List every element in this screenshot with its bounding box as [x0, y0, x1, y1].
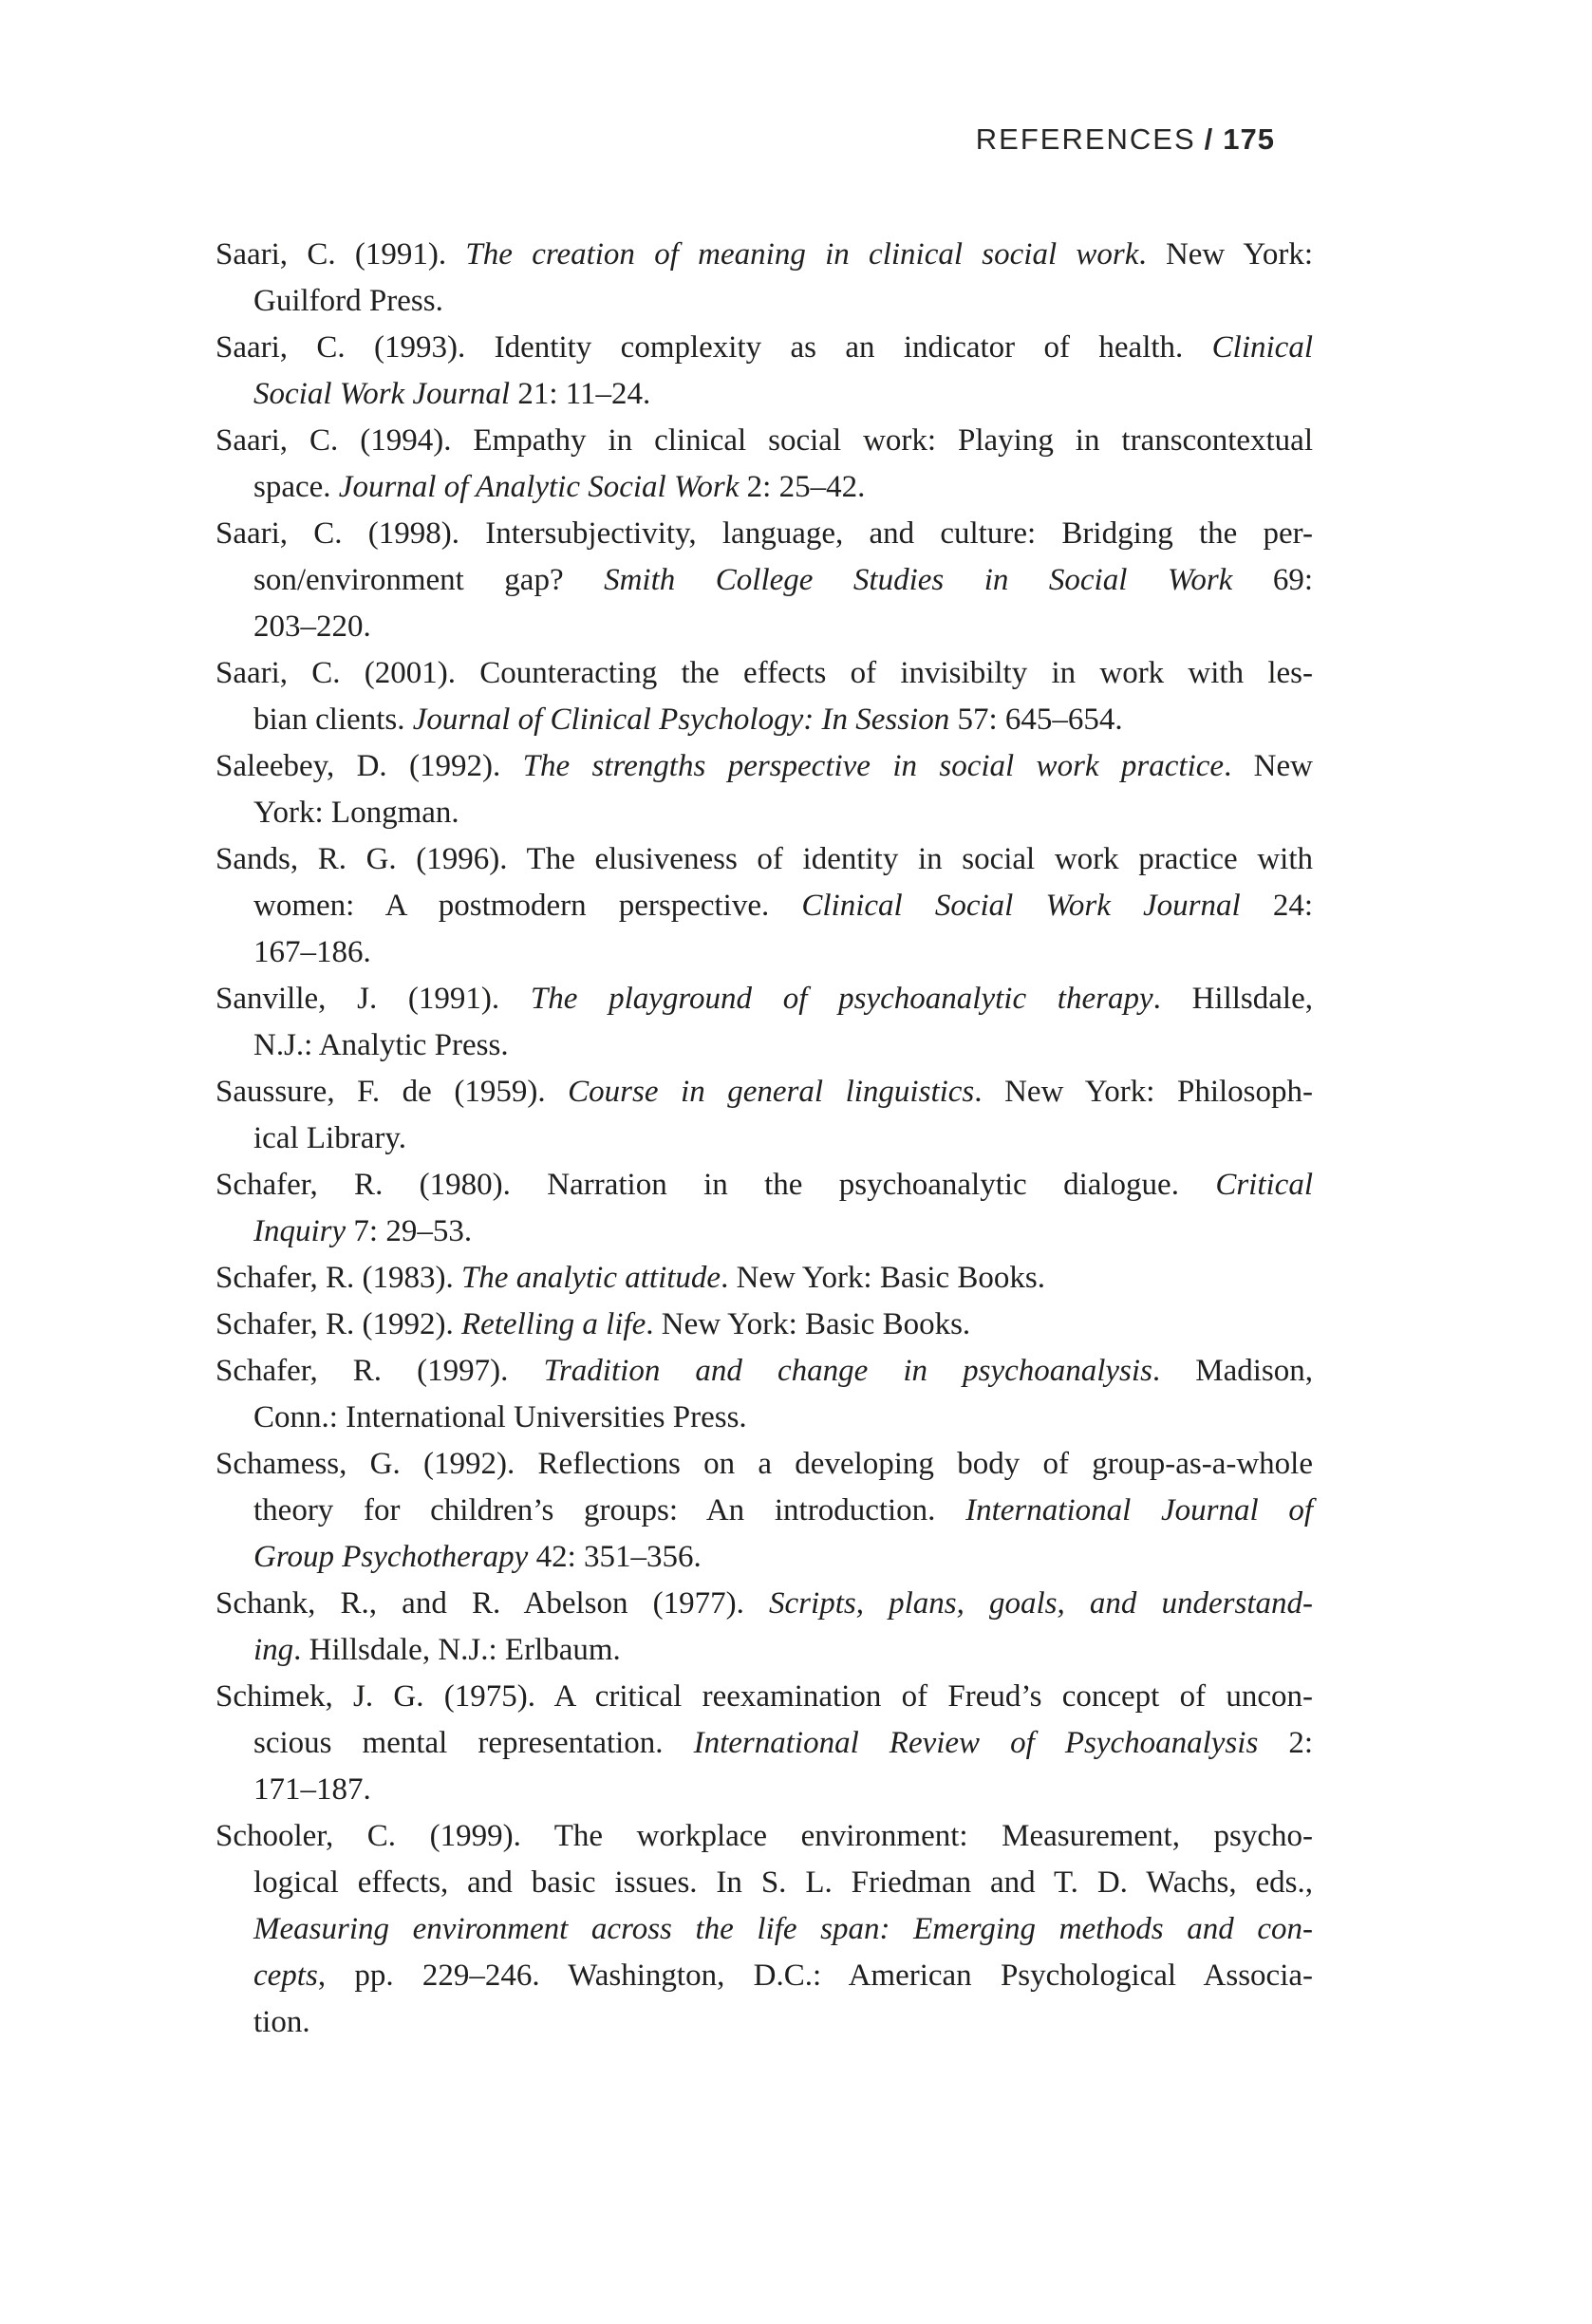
reference-text-italic: Scripts, plans, goals, and understand-	[769, 1586, 1313, 1621]
reference-line	[215, 371, 1313, 418]
reference-text: tion.	[253, 2005, 310, 2039]
reference-entry	[215, 1581, 1313, 1674]
reference-text: 171–187.	[253, 1772, 371, 1807]
reference-text: . New York: Basic Books.	[646, 1307, 971, 1341]
reference-list	[215, 232, 1313, 2046]
reference-text: son/environment gap?	[253, 563, 605, 597]
reference-text: Schooler, C. (1999). The workplace environment: Measurement, psycho-	[215, 1819, 1313, 1853]
reference-text: theory for children’s groups: An introduction.	[253, 1493, 966, 1527]
reference-text-italic: The creation of meaning in clinical social work	[465, 237, 1139, 272]
reference-line	[215, 883, 1313, 929]
reference-line	[215, 929, 1313, 976]
reference-text-italic: International Review of Psychoanalysis	[693, 1726, 1259, 1760]
reference-line	[215, 1209, 1313, 1255]
reference-text: 42: 351–356.	[528, 1540, 702, 1574]
reference-line	[215, 1488, 1313, 1534]
reference-text: . Hillsdale, N.J.: Erlbaum.	[293, 1633, 621, 1667]
reference-line	[215, 1999, 1313, 2046]
reference-text-italic: Clinical	[1211, 330, 1313, 365]
reference-text: York: Longman.	[253, 796, 459, 830]
reference-line	[215, 1581, 1313, 1627]
reference-entry	[215, 1069, 1313, 1162]
reference-text: Saleebey, D. (1992).	[215, 749, 523, 783]
running-head-section-label: REFERENCES	[975, 122, 1196, 156]
reference-text: Saari, C. (1998). Intersubjectivity, language, and culture: Bridging the per-	[215, 516, 1313, 551]
reference-line	[215, 464, 1313, 511]
reference-line	[215, 1162, 1313, 1209]
reference-text-italic: Smith College Studies in Social Work	[604, 563, 1233, 597]
reference-line	[215, 232, 1313, 278]
reference-text-italic: Inquiry	[253, 1214, 346, 1248]
reference-text-italic: Journal of Analytic Social Work	[338, 470, 740, 504]
reference-text: Guilford Press.	[253, 284, 443, 318]
reference-text: Saari, C. (1994). Empathy in clinical social work: Playing in transcontextual	[215, 423, 1313, 458]
reference-line	[215, 278, 1313, 325]
reference-text: 2:	[1258, 1726, 1314, 1760]
reference-entry	[215, 325, 1313, 418]
reference-line	[215, 1115, 1313, 1162]
reference-text: . New	[1224, 749, 1313, 783]
reference-entry	[215, 418, 1313, 511]
reference-line	[215, 418, 1313, 464]
reference-text: . New York: Basic Books.	[721, 1261, 1046, 1295]
reference-text-italic: Retelling a life	[460, 1307, 646, 1341]
reference-text: Saussure, F. de (1959).	[215, 1075, 569, 1109]
reference-line	[215, 1720, 1313, 1767]
reference-text: women: A postmodern perspective.	[253, 889, 802, 923]
reference-text-italic: International Journal of	[965, 1493, 1313, 1527]
reference-line	[215, 1860, 1313, 1906]
reference-text: Schafer, R. (1997).	[215, 1354, 544, 1388]
reference-text-italic: Critical	[1215, 1168, 1313, 1202]
reference-line	[215, 1441, 1313, 1488]
reference-text: N.J.: Analytic Press.	[253, 1028, 509, 1062]
reference-text: Schank, R., and R. Abelson (1977).	[215, 1586, 770, 1621]
reference-line	[215, 976, 1313, 1022]
reference-text: . New York: Philosoph-	[974, 1075, 1313, 1109]
reference-line	[215, 1674, 1313, 1720]
reference-line	[215, 790, 1313, 836]
reference-line	[215, 1627, 1313, 1674]
reference-text: 21: 11–24.	[510, 377, 651, 411]
reference-line	[215, 1534, 1313, 1581]
reference-entry	[215, 1162, 1313, 1255]
reference-text: Saari, C. (1993). Identity complexity as an indicator of health.	[215, 330, 1212, 365]
reference-text: logical effects, and basic issues. In S. L. Friedman and T. D. Wachs, eds.,	[253, 1865, 1313, 1900]
reference-line	[215, 1813, 1313, 1860]
page-number: 175	[1223, 122, 1275, 156]
reference-text: space.	[253, 470, 339, 504]
reference-text: 7: 29–53.	[346, 1214, 473, 1248]
reference-entry	[215, 836, 1313, 976]
reference-line	[215, 1906, 1313, 1953]
reference-text-italic: cepts	[253, 1959, 318, 1993]
reference-text-italic: Course in general linguistics	[568, 1075, 975, 1109]
reference-text: Schafer, R. (1980). Narration in the psychoanalytic dialogue.	[215, 1168, 1216, 1202]
reference-text-italic: Social Work Journal	[253, 377, 511, 411]
reference-text: scious mental representation.	[253, 1726, 694, 1760]
reference-entry	[215, 1813, 1313, 2046]
reference-line	[215, 1953, 1313, 1999]
reference-text-italic: Clinical Social Work Journal	[801, 889, 1241, 923]
reference-line	[215, 836, 1313, 883]
reference-text: Schamess, G. (1992). Reflections on a developing body of group-as-a-whole	[215, 1447, 1313, 1481]
reference-text-italic: The playground of psychoanalytic therapy	[530, 982, 1153, 1016]
reference-line	[215, 1348, 1313, 1395]
reference-text-italic: Tradition and change in psychoanalysis	[543, 1354, 1152, 1388]
reference-text: . New York:	[1138, 237, 1314, 272]
reference-entry	[215, 976, 1313, 1069]
reference-text-italic: The strengths perspective in social work practice	[522, 749, 1225, 783]
reference-line	[215, 1302, 1313, 1348]
reference-text: Schafer, R. (1992).	[215, 1307, 461, 1341]
reference-text: 203–220.	[253, 609, 371, 644]
reference-text-italic: The analytic attitude	[460, 1261, 721, 1295]
reference-entry	[215, 511, 1313, 650]
reference-line	[215, 650, 1313, 697]
reference-line	[215, 743, 1313, 790]
reference-entry	[215, 1441, 1313, 1581]
reference-text: Schimek, J. G. (1975). A critical reexamination of Freud’s concept of uncon-	[215, 1679, 1313, 1714]
reference-entry	[215, 1255, 1313, 1302]
reference-text-italic: Journal of Clinical Psychology: In Session	[412, 703, 950, 737]
reference-line	[215, 1767, 1313, 1813]
reference-line	[215, 557, 1313, 604]
reference-text: 2: 25–42.	[739, 470, 866, 504]
reference-text: 57: 645–654.	[949, 703, 1123, 737]
reference-line	[215, 511, 1313, 557]
reference-text: Saari, C. (2001). Counteracting the effects of invisibilty in work with les-	[215, 656, 1313, 690]
reference-text: Saari, C. (1991).	[215, 237, 466, 272]
reference-entry	[215, 1348, 1313, 1441]
reference-line	[215, 1255, 1313, 1302]
reference-text: Conn.: International Universities Press.	[253, 1400, 747, 1434]
reference-line	[215, 325, 1313, 371]
reference-text: . Hillsdale,	[1152, 982, 1313, 1016]
reference-text: 69:	[1232, 563, 1313, 597]
reference-text-italic: Measuring environment across the life span: Emerging methods and con-	[253, 1912, 1313, 1946]
reference-entry	[215, 1674, 1313, 1813]
reference-text: bian clients.	[253, 703, 413, 737]
reference-entry	[215, 1302, 1313, 1348]
reference-text: Sanville, J. (1991).	[215, 982, 531, 1016]
reference-line	[215, 604, 1313, 650]
reference-text: Sands, R. G. (1996). The elusiveness of identity in social work practice with	[215, 842, 1313, 876]
reference-line	[215, 1069, 1313, 1115]
reference-text-italic: Group Psychotherapy	[253, 1540, 529, 1574]
running-head	[976, 124, 1275, 154]
running-head-separator: /	[1204, 122, 1215, 156]
reference-line	[215, 1395, 1313, 1441]
reference-text: , pp. 229–246. Washington, D.C.: American Psychological Associa-	[317, 1959, 1313, 1993]
reference-text: ical Library.	[253, 1121, 406, 1155]
reference-entry	[215, 232, 1313, 325]
reference-text: . Madison,	[1152, 1354, 1313, 1388]
reference-entry	[215, 743, 1313, 836]
reference-text: 24:	[1240, 889, 1313, 923]
reference-line	[215, 1022, 1313, 1069]
reference-text: Schafer, R. (1983).	[215, 1261, 461, 1295]
reference-text: 167–186.	[253, 935, 371, 969]
reference-entry	[215, 650, 1313, 743]
reference-line	[215, 697, 1313, 743]
reference-text-italic: ing	[253, 1633, 294, 1667]
